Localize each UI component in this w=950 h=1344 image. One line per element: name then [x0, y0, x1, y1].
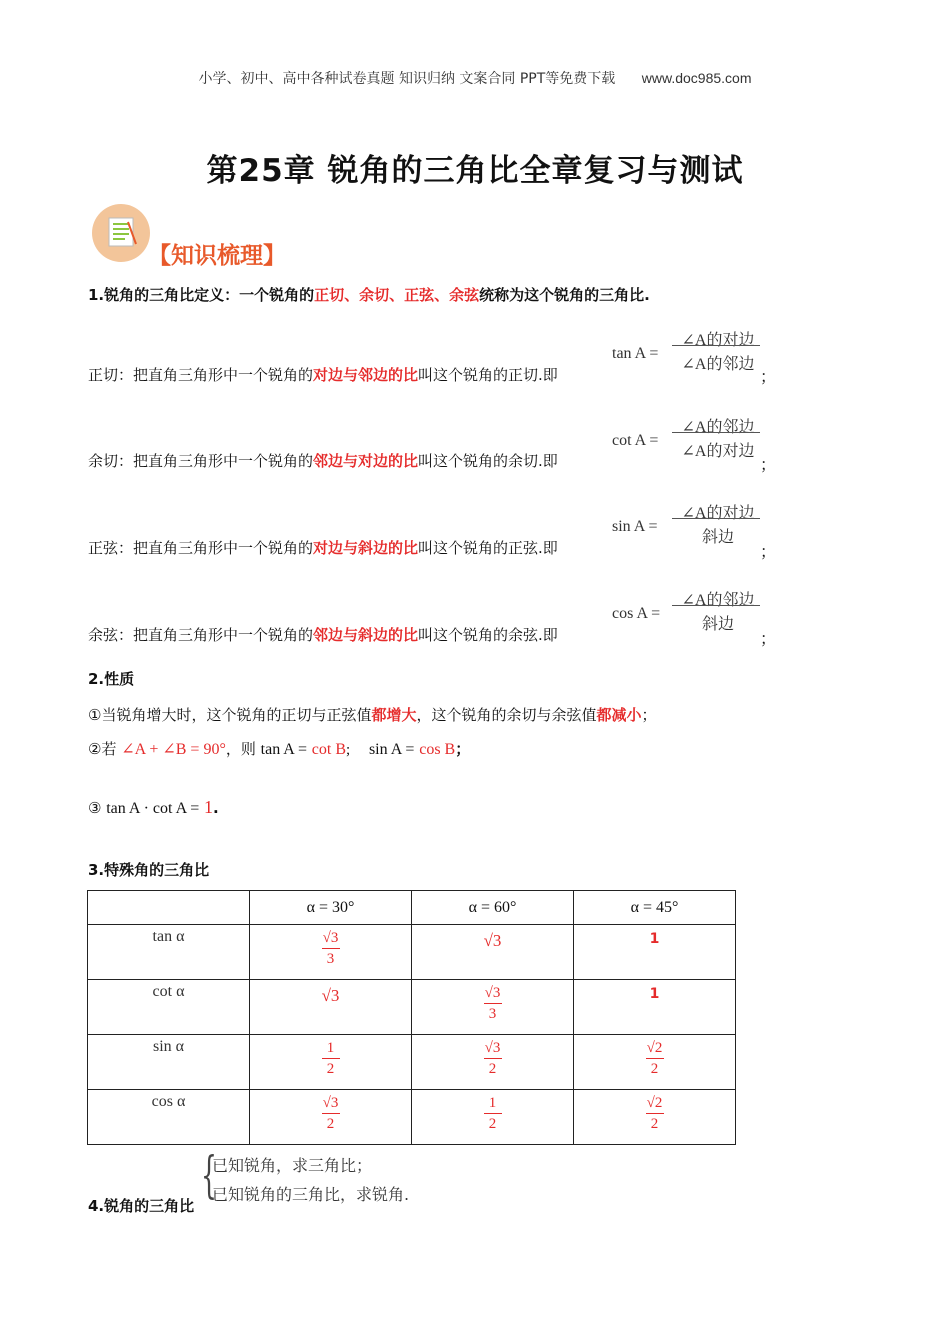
- sin-definition: 正弦：把直角三角形中一个锐角的对边与斜边的比叫这个锐角的正弦.即: [88, 539, 558, 557]
- value-fraction: $\frac{√3}{3}$: [322, 930, 339, 967]
- special-heading: 3.特殊角的三角比: [88, 861, 210, 879]
- table-row: [88, 1035, 736, 1090]
- header-text: 小学、初中、高中各种试卷真题 知识归纳 文案合同 PPT等免费下载: [198, 71, 616, 87]
- value-fraction: $\frac{√2}{2}$: [646, 1095, 663, 1132]
- section4-item: 已知锐角的三角比，求锐角.: [212, 1185, 410, 1204]
- section4-item: 已知锐角，求三角比；: [212, 1156, 373, 1175]
- value-fraction: $\frac{1}{2}$: [322, 1039, 340, 1078]
- value-fraction: $\frac{√2}{2}$: [646, 1040, 663, 1077]
- property-2: ②若 ∠A + ∠B = 90°，则 tan A = cot B; sin A = cos B；: [88, 740, 471, 758]
- notebook-icon: [92, 204, 150, 262]
- brace-icon: {: [201, 1146, 217, 1204]
- cot-definition: 余切：把直角三角形中一个锐角的邻边与对边的比叫这个锐角的余切.即: [88, 452, 558, 470]
- value-fraction: $\frac{1}{2}$: [484, 1094, 502, 1133]
- value-fraction: $\frac{√3}{3}$: [484, 985, 501, 1022]
- row-label: cot α: [152, 983, 185, 1000]
- value-fraction: $\frac{√3}{2}$: [322, 1095, 339, 1132]
- semicolon: ；: [760, 542, 777, 561]
- header-site-link[interactable]: www.doc985.com: [641, 70, 752, 86]
- value: √3: [321, 986, 340, 1005]
- properties-heading: 2.性质: [88, 670, 135, 688]
- row-label: cos α: [151, 1093, 186, 1110]
- table-row: [88, 1090, 736, 1145]
- value-fraction: $\frac{√3}{2}$: [484, 1040, 501, 1077]
- semicolon: ；: [760, 629, 777, 648]
- section4-heading: 4.锐角的三角比: [88, 1197, 195, 1215]
- value: 1: [649, 986, 660, 1002]
- table-header-cell: [88, 891, 250, 925]
- page-header: [0, 68, 950, 88]
- table-row: [88, 980, 736, 1035]
- value: 1: [649, 931, 660, 947]
- row-label: tan α: [152, 928, 185, 945]
- semicolon: ；: [760, 455, 777, 474]
- section-badge: 【知识梳理】: [148, 243, 286, 269]
- semicolon: ；: [760, 367, 777, 386]
- table-row: [88, 925, 736, 980]
- property-3: ③ tan A · cot A = 1.: [88, 797, 219, 817]
- page-title: 第25章 锐角的三角比全章复习与测试: [206, 153, 744, 189]
- table-header-cell: α = 45°: [574, 891, 736, 925]
- tan-definition: 正切：把直角三角形中一个锐角的对边与邻边的比叫这个锐角的正切.即: [88, 366, 558, 384]
- row-label: sin α: [152, 1038, 185, 1055]
- value: √3: [483, 931, 502, 950]
- special-angles-table: [87, 890, 736, 1145]
- table-header-cell: α = 30°: [250, 891, 412, 925]
- definition-line: 1.锐角的三角比定义：一个锐角的正切、余切、正弦、余弦统称为这个锐角的三角比.: [88, 286, 650, 304]
- table-header-row: [88, 891, 736, 925]
- cos-definition: 余弦：把直角三角形中一个锐角的邻边与斜边的比叫这个锐角的余弦.即: [88, 626, 558, 644]
- table-header-cell: α = 60°: [412, 891, 574, 925]
- property-1: ①当锐角增大时，这个锐角的正切与正弦值都增大，这个锐角的余切与余弦值都减小；: [88, 706, 657, 724]
